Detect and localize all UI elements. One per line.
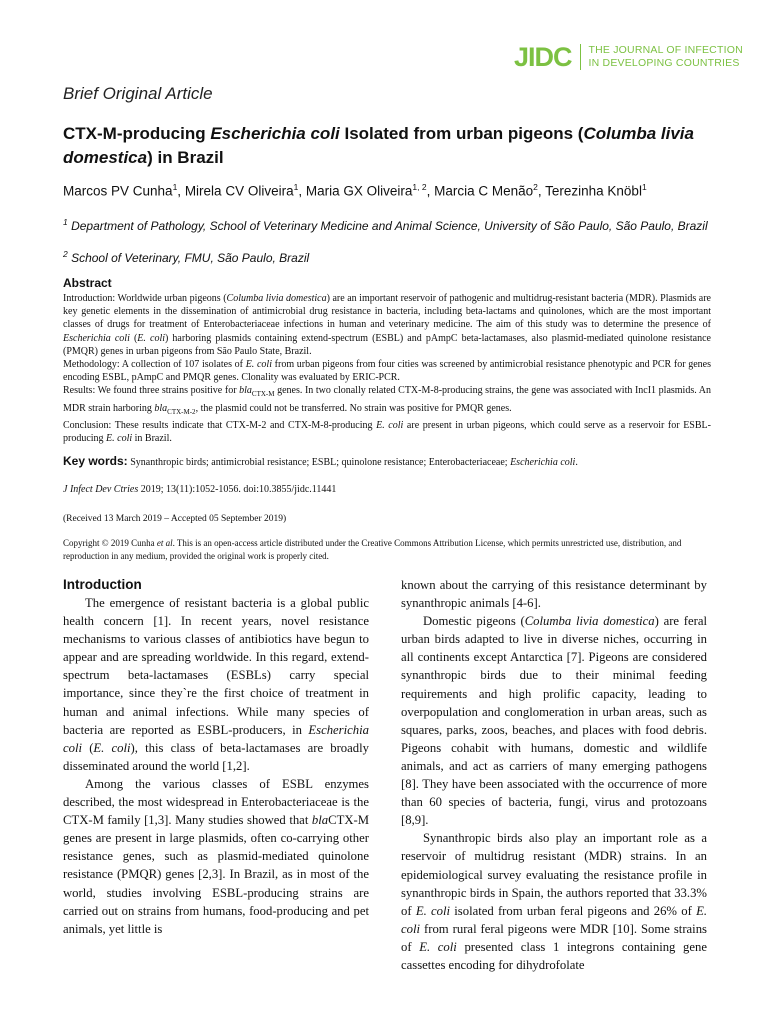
body-paragraph: The emergence of resistant bacteria is a global public health concern [1]. In recent years, novel resistance mechanisms to various classes of antibiotics have begun to appear and are spreading worldwide. In this regard, extend-spectrum beta-lactamases (ESBLs) carry special importance, since they`re the first choice of treatment in human and animal infections. While many species of bacteria are reported as ESBL-producers, in Escherichia coli (E. coli), this class of beta-lactamases are broadly disseminated around the world [1,2]. bbox=[63, 596, 369, 773]
copyright-notice: Copyright © 2019 Cunha et al. This is an open-access article distributed under the Creative Commons Attribution License, which permits unrestricted use, distribution, and reproduction in any medium, provided the original work is properly cited. bbox=[63, 538, 682, 561]
affiliation-number: 1 bbox=[63, 217, 68, 227]
journal-name-line1: THE JOURNAL OF INFECTION bbox=[588, 44, 743, 56]
journal-name bbox=[589, 44, 743, 70]
keywords-text: Synanthropic birds; antimicrobial resistance; ESBL; quinolone resistance; Enterobacteriaceae; bbox=[127, 457, 511, 468]
title-text: ) in Brazil bbox=[147, 148, 224, 167]
section-heading-introduction: Introduction bbox=[63, 577, 142, 592]
author-affiliation: 1 bbox=[641, 182, 647, 192]
received-dates: (Received 13 March 2019 – Accepted 05 September 2019) bbox=[63, 514, 287, 524]
article-title bbox=[63, 122, 703, 170]
author-name: Marcos PV Cunha bbox=[63, 183, 173, 199]
title-italic: Columba livia domestica bbox=[63, 124, 694, 167]
author-name: Terezinha Knöbl bbox=[545, 183, 642, 199]
author-separator: , bbox=[177, 183, 185, 199]
affiliation-2 bbox=[63, 246, 713, 266]
author-name: Marcia C Menão bbox=[434, 183, 534, 199]
keywords-end: . bbox=[575, 457, 578, 468]
abstract-results: Results: We found three strains positive for bla$_{CTX-M}$ genes. In two clonally related CTX-M-8-producing strains, the gene was associated with IncI1 plasmids. An MDR strain harboring bla$_{CTX-M-2}$, the plasmid could not be transferred. No strain was positive for PMQR genes. bbox=[63, 385, 711, 416]
affiliation-1 bbox=[63, 214, 713, 234]
title-text: CTX-M-producing bbox=[63, 124, 211, 143]
abstract-body bbox=[63, 292, 711, 445]
body-paragraph: known about the carrying of this resistance determinant by synanthropic animals [4-6]. bbox=[401, 578, 707, 611]
citation-journal: J Infect Dev Ctries bbox=[63, 484, 139, 495]
author-list bbox=[63, 182, 647, 199]
affiliation-number: 2 bbox=[63, 249, 68, 259]
citation bbox=[63, 484, 336, 495]
author-affiliation: 1 bbox=[172, 182, 178, 192]
body-paragraph: Among the various classes of ESBL enzymes described, the most widespread in Enterobacteriaceae is the CTX-M family [1,3]. Many studies showed that blaCTX-M genes are present in large plasmids, often co-carrying other resistance genes, such as plasmid-mediated quinolone resistance (PMQR) genes [2,3]. In Brazil, as in most of the world, studies involving ESBL-producing strains are carried out on strains from humans, food-producing and pet animals, yet little is bbox=[63, 776, 369, 936]
logo-mark: JIDC bbox=[514, 42, 572, 72]
article-type: Brief Original Article bbox=[63, 84, 213, 103]
author-separator: , bbox=[298, 183, 306, 199]
journal-logo bbox=[514, 44, 743, 70]
affiliation-text: Department of Pathology, School of Veterinary Medicine and Animal Science, University of São Paulo, São Paulo, Brazil bbox=[67, 219, 708, 233]
author-affiliation: 2 bbox=[533, 182, 538, 192]
author-name: Mirela CV Oliveira bbox=[184, 183, 294, 199]
keywords bbox=[63, 454, 711, 468]
author-name: Maria GX Oliveira bbox=[305, 183, 413, 199]
author-separator: , bbox=[537, 183, 546, 199]
body-column-right bbox=[401, 576, 707, 974]
author-affiliation: 1 bbox=[293, 182, 299, 192]
title-text: Isolated from urban pigeons ( bbox=[339, 124, 584, 143]
body-paragraph: Domestic pigeons (Columba livia domestica) are feral urban birds adapted to live in diverse niches, occurring in all continents except Antarctica [7]. Pigeons are considered synanthropic birds due to their minimal feeding requirements and high prolific capacity, leading to overpopulation and conglomeration in urban areas, such as squares, parks, zoos, beaches, and places with food debris. Pigeons cohabit with humans, domestic and wildlife animals, and act as carriers of many emerging pathogens [8]. They have been associated with the occurrence of more than 60 species of bacteria, fungi, virus and protozoans [8,9]. bbox=[401, 614, 707, 828]
abstract-conclusion: Conclusion: These results indicate that CTX-M-2 and CTX-M-8-producing E. coli are present in urban pigeons, which could serve as a reservoir for ESBL-producing E. coli in Brazil. bbox=[63, 419, 711, 445]
journal-name-line2: IN DEVELOPING COUNTRIES bbox=[588, 57, 740, 69]
abstract-methodology: Methodology: A collection of 107 isolates of E. coli from urban pigeons from four cities was screened by antimicrobial resistance phenotypic and PCR for genes encoding ESBL, pAmpC and PMQR genes. Clonality was evaluated by ERIC-PCR. bbox=[63, 359, 711, 384]
abstract-heading: Abstract bbox=[63, 276, 112, 290]
author-affiliation: 1, 2 bbox=[412, 182, 427, 192]
keywords-label: Key words: bbox=[63, 454, 128, 468]
body-column-left bbox=[63, 576, 369, 938]
author-separator: , bbox=[426, 183, 435, 199]
abstract-introduction: Introduction: Worldwide urban pigeons (Columba livia domestica) are an important reservoir of pathogenic and multidrug-resistant bacteria (MDR). Plasmids are key genetic elements in the dissemination of antimicrobial drug resistance in bacteria, including beta-lactams and quinolones, which are the most important classes of drugs for treatment of Enterobacteriaceae infections in human and veterinary medicine. The aim of this study was to determine the presence of Escherichia coli (E. coli) harboring plasmids containing extend-spectrum (ESBL) and pAmpC beta-lactamases, also plasmid-mediated quinolone resistance (PMQR) genes in urban pigeons from São Paulo State, Brazil. bbox=[63, 293, 711, 357]
body-paragraph: Synanthropic birds also play an important role as a reservoir of multidrug resistant (MDR) strains. In an epidemiological survey evaluating the resistance profile in synanthropic birds in Spain, the authors reported that 33.3% of E. coli isolated from urban feral pigeons and 26% of E. coli from rural feral pigeons were MDR [10]. Some strains of E. coli presented class 1 integrons containing gene cassettes encoding for dihydrofolate bbox=[401, 831, 707, 972]
affiliation-text: School of Veterinary, FMU, São Paulo, Brazil bbox=[67, 251, 310, 265]
keywords-italic: Escherichia coli bbox=[510, 457, 576, 468]
title-italic: Escherichia coli bbox=[210, 124, 340, 143]
logo-divider bbox=[580, 44, 581, 70]
citation-details: 2019; 13(11):1052-1056. doi:10.3855/jidc.11441 bbox=[138, 484, 337, 495]
